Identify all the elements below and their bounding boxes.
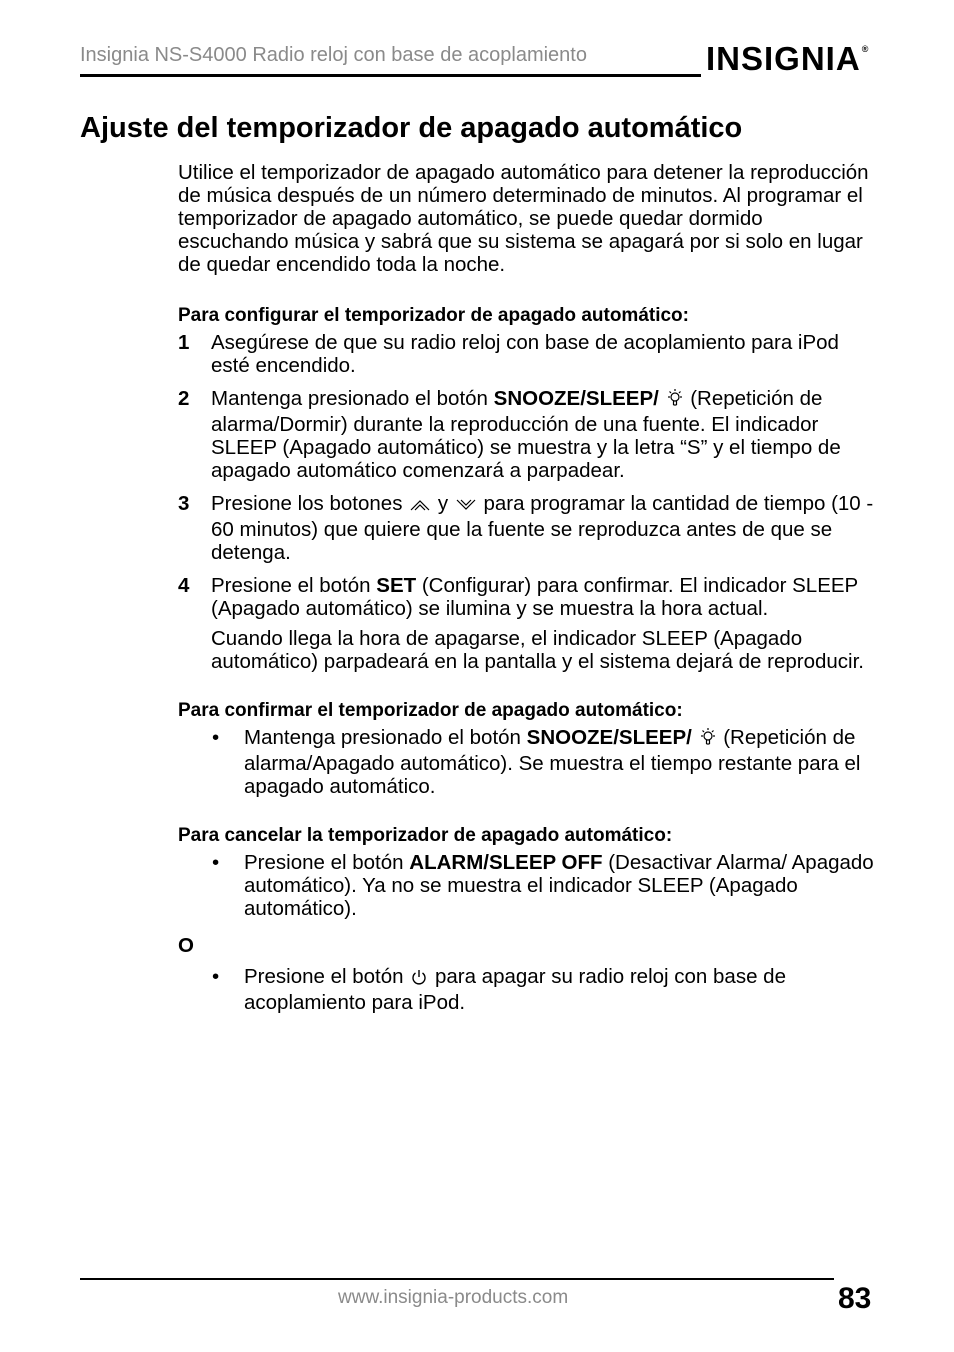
step-text: Asegúrese de que su radio reloj con base de acoplamiento para iPod esté encendido. <box>211 331 839 377</box>
cancel-heading: Para cancelar la temporizador de apagado automático: <box>178 825 673 846</box>
page-content <box>178 161 878 1014</box>
alarm-sleep-off-button-label: ALARM/SLEEP OFF <box>409 851 603 874</box>
step-1 <box>178 331 878 377</box>
page-number: 83 <box>838 1282 872 1315</box>
step-text-post: (Repetición de alarma/Dormir) durante la reproducción de una fuente. El indicador SLEEP (Apagado automático) se muestra y la letra “S” y el tiempo de apagado automático comenzará a parpadear. <box>211 387 841 482</box>
step-2 <box>178 387 878 482</box>
snooze-sleep-button-label: SNOOZE/SLEEP/ <box>526 726 692 749</box>
footer-url: www.insignia-products.com <box>338 1287 569 1308</box>
bullet-text-pre: Presione el botón <box>244 851 410 874</box>
step-3 <box>178 492 878 564</box>
header-rule <box>80 74 701 77</box>
cancel-bullet-1 <box>178 851 878 920</box>
bullet-dot: • <box>212 851 220 874</box>
bullet-text-pre: Presione el botón <box>244 965 410 988</box>
bullet-dot: • <box>212 726 220 749</box>
power-icon <box>409 968 429 991</box>
sleep-bulb-icon <box>665 388 685 413</box>
step-text-post: (Configurar) para confirmar. El indicador SLEEP (Apagado automático) se ilumina y se muestra la hora actual. <box>211 574 858 620</box>
step-number: 4 <box>178 574 190 597</box>
step-text-mid: y <box>432 492 454 515</box>
step-number: 1 <box>178 331 190 354</box>
running-header: Insignia NS-S4000 Radio reloj con base de acoplamiento <box>80 44 587 66</box>
section-title: Ajuste del temporizador de apagado automático <box>80 112 743 144</box>
sleep-bulb-icon <box>698 727 718 752</box>
bullet-text-post: para apagar su radio reloj con base de acoplamiento para iPod. <box>244 965 786 1014</box>
down-arrow-icon <box>454 495 478 518</box>
step-text-pre: Mantenga presionado el botón <box>211 387 494 410</box>
bullet-text-pre: Mantenga presionado el botón <box>244 726 527 749</box>
step-number: 3 <box>178 492 190 515</box>
bullet-dot: • <box>212 965 220 988</box>
confirm-heading: Para confirmar el temporizador de apagado automático: <box>178 700 683 721</box>
step-text-pre: Presione los botones <box>211 492 409 515</box>
or-separator: O <box>178 934 194 957</box>
step-text-post: para programar la cantidad de tiempo (10 - 60 minutos) que quiere que la fuente se reproduzca antes de que se detenga. <box>211 492 874 564</box>
intro-paragraph: Utilice el temporizador de apagado automático para detener la reproducción de música después de un número determinado de minutos. Al programar el temporizador de apagado automático, se puede quedar dormido escuchando música y sabrá que su sistema se apagará por si solo en lugar de quedar encendido toda la noche. <box>178 161 869 276</box>
step-4 <box>178 574 878 620</box>
step-text-pre: Presione el botón <box>211 574 377 597</box>
snooze-sleep-button-label: SNOOZE/SLEEP/ <box>493 387 659 410</box>
configure-heading: Para configurar el temporizador de apagado automático: <box>178 305 689 326</box>
bullet-text-post: (Desactivar Alarma/ Apagado automático). Ya no se muestra el indicador SLEEP (Apagado automático). <box>244 851 874 920</box>
bullet-text-post: (Repetición de alarma/Apagado automático). Se muestra el tiempo restante para el apagado automático. <box>244 726 861 798</box>
confirm-bullet <box>178 726 878 798</box>
step-4-note: Cuando llega la hora de apagarse, el indicador SLEEP (Apagado automático) parpadeará en la pantalla y el sistema dejará de reproducir. <box>211 627 864 673</box>
cancel-bullet-2 <box>178 965 878 1014</box>
step-number: 2 <box>178 387 190 410</box>
insignia-logo <box>706 40 869 82</box>
up-arrow-icon <box>408 495 432 518</box>
logo-registered-mark: ® <box>861 44 870 54</box>
logo-text: INSIGNIA <box>706 40 861 77</box>
footer-rule <box>80 1278 834 1280</box>
set-button-label: SET <box>376 574 417 597</box>
